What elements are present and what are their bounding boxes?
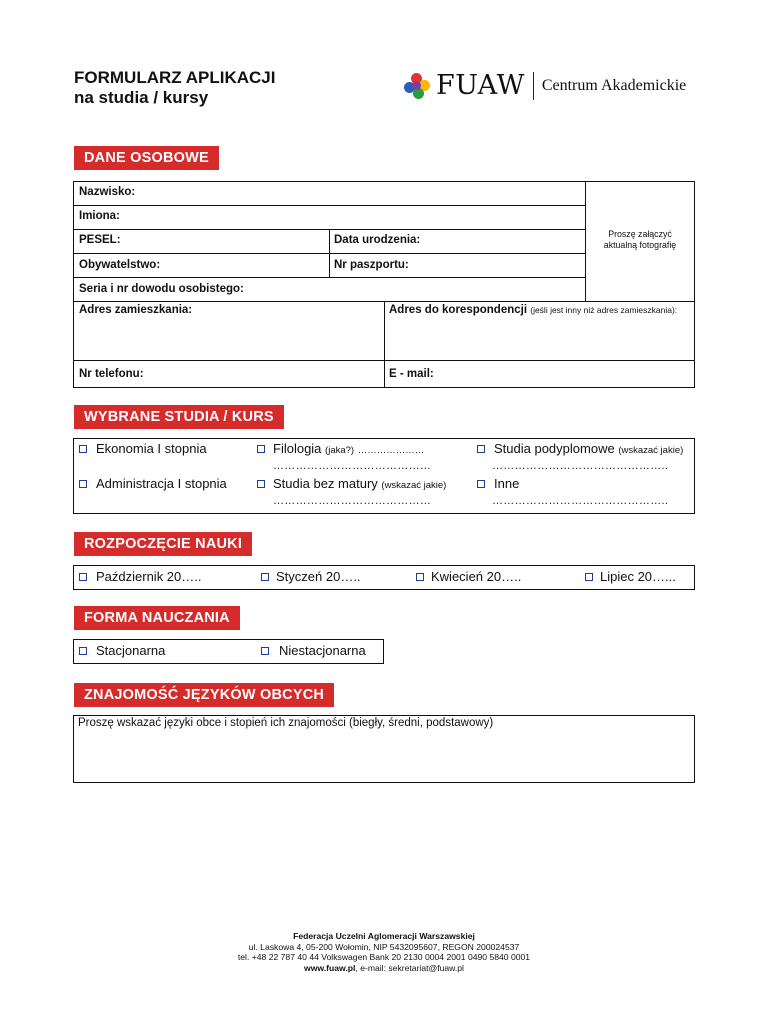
footer-website-link[interactable]: www.fuaw.pl [304,962,356,973]
footer-email[interactable]: , e-mail: sekretariat@fuaw.pl [355,962,464,973]
option-filologia: Filologia (jaka?) ………………… [273,441,425,456]
section-personal-header: DANE OSOBOWE [74,146,219,170]
surname-field[interactable]: Nazwisko: [79,186,136,198]
podyplomowe-line[interactable]: ……………………………………….. [492,460,669,472]
form-subtitle: na studia / kursy [74,88,209,107]
filologia-line[interactable]: …………………………………… [273,460,432,472]
corr-address-label: Adres do korespondencji [389,304,528,316]
option-administracja: Administracja I stopnia [96,476,227,491]
birth-date-field[interactable]: Data urodzenia: [334,234,421,246]
checkbox-july[interactable] [585,573,593,581]
email-field[interactable]: E - mail: [389,368,434,380]
photo-box[interactable] [586,229,694,251]
photo-note-line1: Proszę załączyć [608,229,672,239]
section-languages-header: ZNAJOMOŚĆ JĘZYKÓW OBCYCH [74,683,334,707]
passport-field[interactable]: Nr paszportu: [334,259,409,271]
corr-address-field[interactable] [389,304,677,316]
pesel-field[interactable]: PESEL: [79,234,121,246]
section-start-header: ROZPOCZĘCIE NAUKI [74,532,252,556]
logo-subtitle: Centrum Akademickie [541,76,687,94]
checkbox-january[interactable] [261,573,269,581]
flower-icon [404,73,430,99]
option-july: Lipiec 20…... [600,569,676,584]
checkbox-april[interactable] [416,573,424,581]
footer-web [0,963,768,974]
checkbox-ekonomia[interactable] [79,445,87,453]
id-card-field[interactable]: Seria i nr dowodu osobistego: [79,283,244,295]
bez-matury-line[interactable]: …………………………………… [273,495,432,507]
checkbox-bez-matury[interactable] [257,480,265,488]
option-inne: Inne [494,476,520,491]
section-studies-header: WYBRANE STUDIA / KURS [74,405,284,429]
option-ekonomia: Ekonomia I stopnia [96,441,207,456]
footer [0,931,768,973]
checkbox-stacjonarna[interactable] [79,647,87,655]
checkbox-october[interactable] [79,573,87,581]
checkbox-inne[interactable] [477,480,485,488]
option-october: Październik 20….. [96,569,202,584]
option-april: Kwiecień 20….. [431,569,522,584]
option-niestacjonarna: Niestacjonarna [279,643,366,658]
checkbox-administracja[interactable] [79,480,87,488]
logo-brand: FUAW [436,70,525,101]
names-field[interactable]: Imiona: [79,210,120,222]
footer-address: ul. Laskowa 4, 05-200 Wołomin, NIP 5432095607, REGON 200024537 [248,941,520,952]
corr-address-note: (jeśli jest inny niż adres zamieszkania): [530,305,678,315]
fuaw-logo [404,70,686,101]
inne-line[interactable]: ……………………………………….. [492,495,669,507]
photo-note-line2: aktualną fotografię [603,240,677,250]
option-podyplomowe: Studia podyplomowe (wskazać jakie) [494,441,684,456]
form-title: FORMULARZ APLIKACJI [74,68,276,87]
footer-contact: tel. +48 22 787 40 44 Volkswagen Bank 20 2130 0004 2001 0490 5840 0001 [237,952,531,962]
checkbox-niestacjonarna[interactable] [261,647,269,655]
address-field[interactable]: Adres zamieszkania: [79,304,193,316]
footer-org-name: Federacja Uczelni Aglomeracji Warszawskiej [293,931,475,941]
option-january: Styczeń 20….. [276,569,361,584]
languages-prompt: Proszę wskazać języki obce i stopień ich znajomości (biegły, średni, podstawowy) [78,717,494,729]
phone-field[interactable]: Nr telefonu: [79,368,144,380]
logo-divider [533,72,534,100]
option-bez-matury: Studia bez matury (wskazać jakie) [273,476,447,491]
checkbox-filologia[interactable] [257,445,265,453]
checkbox-podyplomowe[interactable] [477,445,485,453]
citizenship-field[interactable]: Obywatelstwo: [79,259,161,271]
section-mode-header: FORMA NAUCZANIA [74,606,240,630]
option-stacjonarna: Stacjonarna [96,643,166,658]
